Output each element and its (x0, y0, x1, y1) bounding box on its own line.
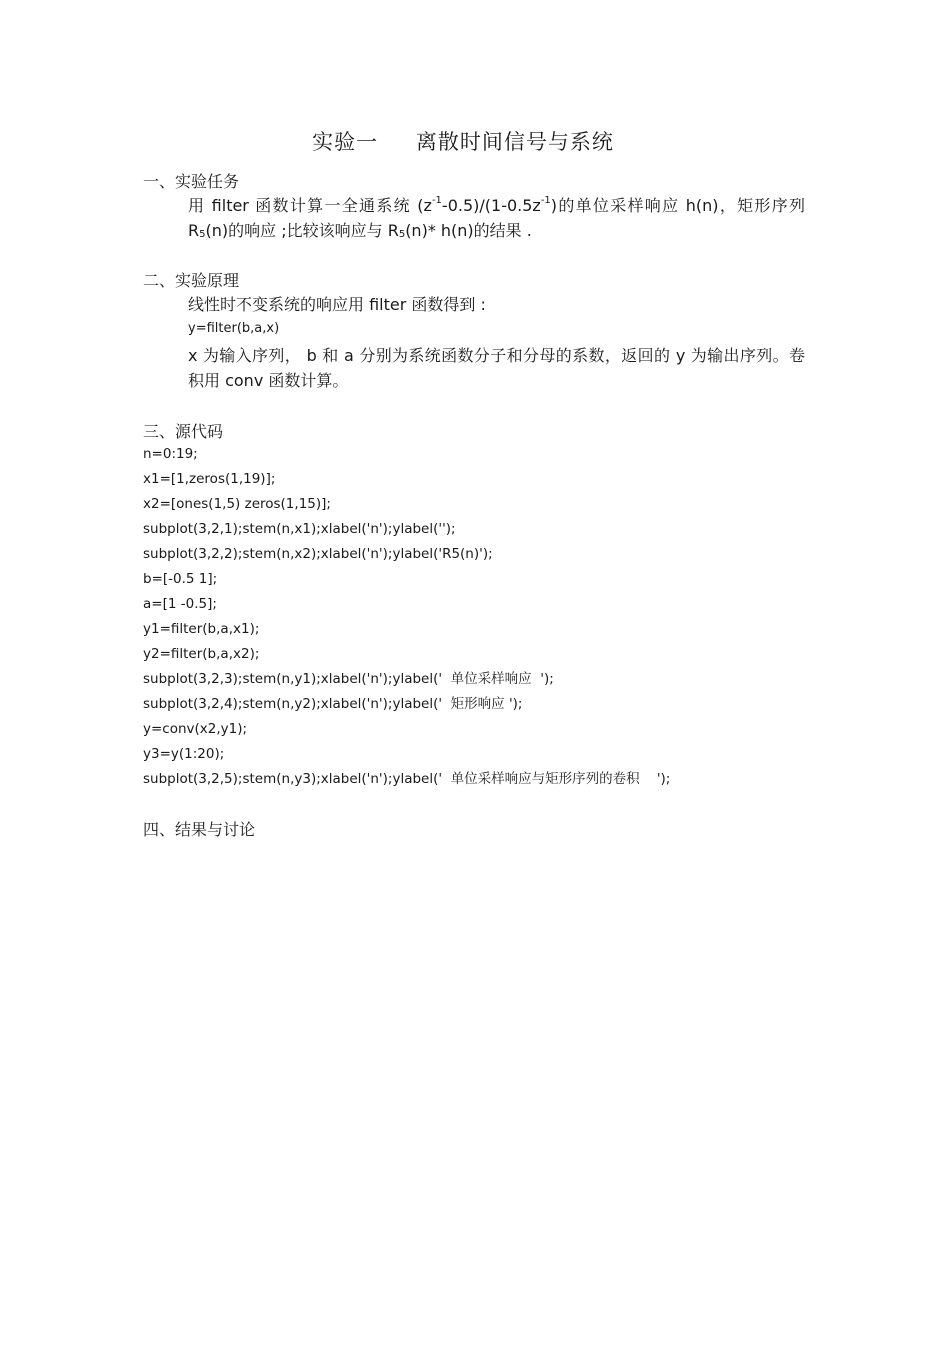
task-paragraph (143, 193, 805, 243)
task-text-d: (n)的响应 ;比较该响应与 R (205, 221, 399, 240)
code-line: b=[-0.5 1]; (143, 571, 218, 587)
task-text-b: -0.5)/(1-0.5z (441, 196, 541, 215)
task-text-c: )的单位采样响应 h(n)，矩形序列 R (188, 196, 805, 240)
task-text-e: (n)* h(n)的结果 . (405, 221, 532, 240)
code-line: y1=filter(b,a,x1); (143, 621, 260, 637)
source-code-block (143, 442, 670, 792)
section-heading-source: 三、源代码 (143, 422, 224, 441)
task-sup-2: -1 (540, 195, 551, 206)
code-line: y2=filter(b,a,x2); (143, 646, 260, 662)
code-line: y3=y(1:20); (143, 746, 225, 762)
page-title: 实验一 离散时间信号与系统 (312, 130, 614, 154)
code-line: subplot(3,2,5);stem(n,y3);xlabel('n');ylabel(' 单位采样响应与矩形序列的卷积 '); (143, 771, 671, 787)
code-line: n=0:19; (143, 446, 198, 462)
code-line: subplot(3,2,1);stem(n,x1);xlabel('n');ylabel(''); (143, 521, 456, 537)
code-line: subplot(3,2,4);stem(n,y2);xlabel('n');ylabel(' 矩形响应 '); (143, 696, 523, 712)
section-heading-results: 四、结果与讨论 (143, 820, 256, 839)
principle-formula: y=filter(b,a,x) (188, 321, 280, 336)
section-heading-task: 一、实验任务 (143, 172, 240, 191)
task-sup-1: -1 (431, 195, 442, 206)
code-line: x2=[ones(1,5) zeros(1,15)]; (143, 496, 331, 512)
code-line: subplot(3,2,2);stem(n,x2);xlabel('n');ylabel('R5(n)'); (143, 546, 493, 562)
task-text-a: 用 filter 函数计算一全通系统 (z (188, 196, 432, 215)
code-line: y=conv(x2,y1); (143, 721, 248, 737)
task-sub-1: 5 (199, 229, 206, 240)
task-sub-2: 5 (398, 229, 406, 240)
code-line: a=[1 -0.5]; (143, 596, 217, 612)
principle-paragraph: x 为输入序列， b 和 a 分别为系统函数分子和分母的系数，返回的 y 为输出序列。卷积用 conv 函数计算。 (188, 346, 805, 390)
section-heading-principle: 二、实验原理 (143, 271, 240, 290)
principle-line-1: 线性时不变系统的响应用 filter 函数得到 : (188, 295, 486, 314)
code-line: x1=[1,zeros(1,19)]; (143, 471, 276, 487)
code-line: subplot(3,2,3);stem(n,y1);xlabel('n');ylabel(' 单位采样响应 '); (143, 671, 554, 687)
